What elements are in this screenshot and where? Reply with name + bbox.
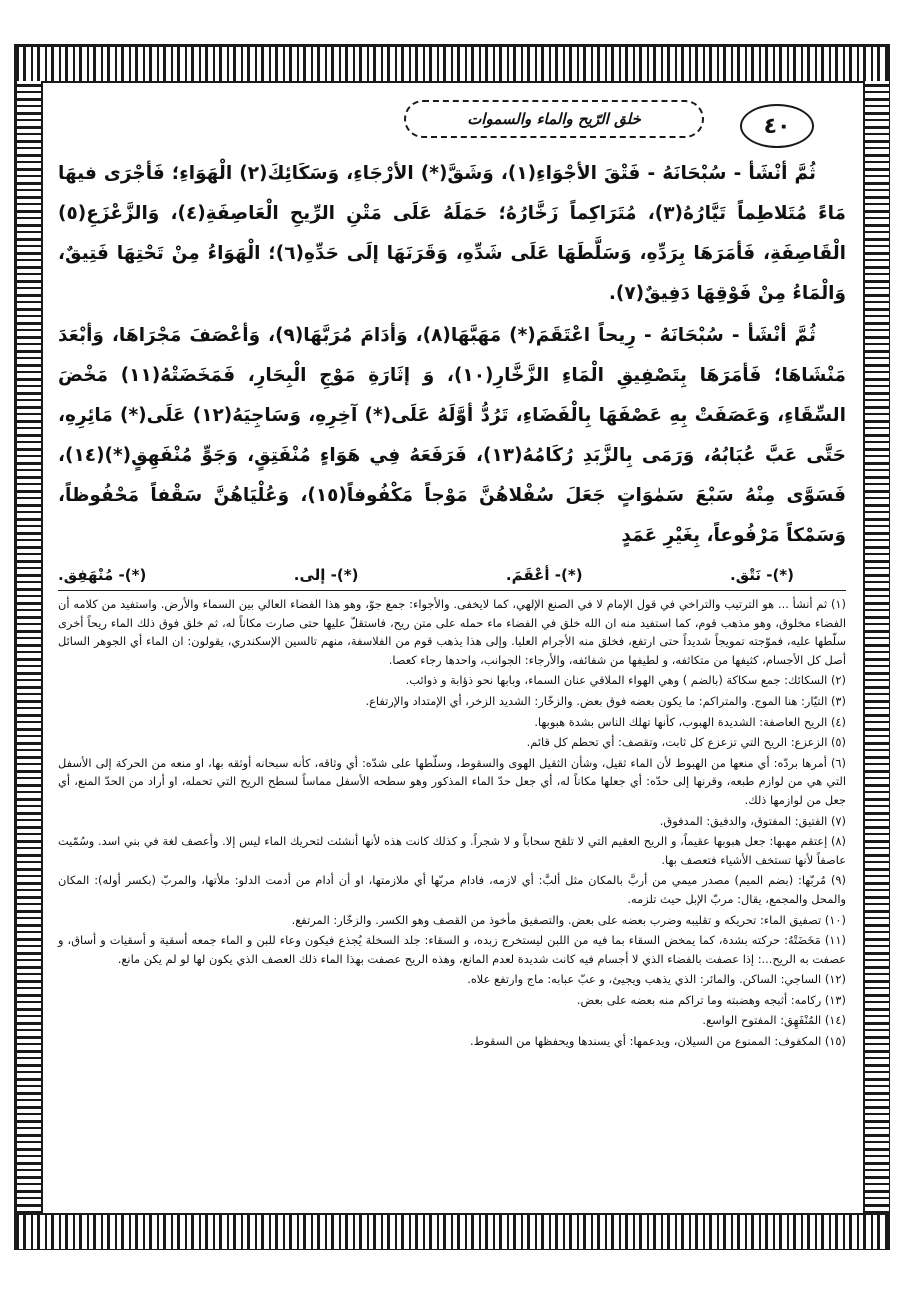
footnote: (١١) مَخَضَتْهُ: حركته بشدة، كما يمخض السقاء بما فيه من اللبن ليستخرج زبده، و السقاء: جلد السخلة يُجذع فيكون وعاء للبن و الماء جمعه أسقية و أسقيات و أساق، و عصفت به الريح...: إذا عصفت بالفضاء الذي لا أجسام فيه كانت شديدة لعدم المانع، وهذه الريح عصفت بهذا الماء ذلك العصف الذي يكون لها لو لم يكن مانع. [58,933,846,966]
footnote: (٥) الزعزع: الريح التي تزعزع كل ثابت، وتقصف: أي تحطم كل قائم. [526,735,846,750]
footnote: (٧) الفتيق: المفتوق، والدفيق: المدفوق. [659,813,846,828]
text-line: فَأمَرَهَا بِرَدِّهِ، وَسَلَّطَهَا عَلَى شَدِّهِ، وَقَرَنَهَا إلَى حَدِّهِ(٦)؛ الْهَوَاءُ مِنْ تَحْتِهَا فَتِيقٌ، وَالْمَاءُ مِنْ فَوْقِهَا [58,243,846,304]
footnote: (٩) مُربّها: (بضم الميم) مصدر ميمي من أربَّ بالمكان مثل ألبَّ: أي لازمه، فادام مربّها أي ملازمتها، او أن أدام من أدمت الدلو: ملأتها، والمربّ (بكسر أوله): المكان والمحل والمجمع، يقال: مربّ الإبل حيث تلزمه. [58,873,846,906]
border-ornament-left [17,81,43,1213]
variant-readings [58,562,794,588]
paragraph-2 [58,316,846,556]
footnote: (٢) السكائك: جمع سكاكة (بالضم ) وهي الهواء الملاقي عنان السماء، وبابها نحو ذؤابة و ذوائب. [405,673,846,688]
main-text [58,154,846,556]
footnotes [58,595,846,1051]
page-header [50,90,854,154]
text-line: عُبَابُهُ، وَرَمَى بِالزَّبَدِ رُكَامُهُ(١٣)، فَرَفَعَهُ فِي هَوَاءٍ مُنْفَتِقٍ، وَجَوٍّ مُنْفَهِقٍ(*)(١٤)، فَسَوَّى مِنْهُ سَبْعَ [58,445,846,506]
footnote: (١٤) المُنْفَهِق: المفتوح الواسع. [702,1013,846,1028]
variant-reading: (*)- أعْقَمَ. [505,566,583,584]
text-line: سَمٰوَاتٍ جَعَلَ سُفْلاهُنَّ مَوْجاً مَكْفُوفاً(١٥)، وَعُلْيَاهُنَّ سَقْفاً مَحْفُوظاً، وَسَمْكاً مَرْفُوعاً، بِغَيْرِ عَمَدٍ [58,485,846,546]
text-line: ثُمَّ أنْشَأ - سُبْحَانَهُ - رِيحاً اعْتَقَمَ(*) مَهَبَّهَا(٨)، وَأدَامَ مُرَبَّهَا(٩)، وَأعْصَفَ مَجْرَاهَا، وَأبْعَدَ [58,325,816,346]
footnote: (١) ثم أنشأ ... هو الترتيب والتراخي في قول الإمام لا في الصنع الإلهي، كما لايخفى. والأجواء: جمع جوّ، وهو هذا الفضاء العالي بين السماء والأرض. واستفيد من كلامه أن الفضاء مخلوق، وهو مذهب قوم، كما استفيد منه ان الله خلق في الفضاء ماء حمله على متن ريح، فاستقلّ عليها حتى صارت مكاناً له، ثم خلق فوق ذلك الماء ريحاً أخرى سلّطها عليه، فموّجته تمويجاً شديداً حتى ارتفع، فخلق منه الأجرام العليا. وإلى هذا يذهب قوم من الفلاسفة، منهم تالسين الإسكندري، يقولون: ان الماء أي الجوهر السائل أصل كل الأجسام، كثيفها من متكاثفه، و لطيفها من شفائفه، والأرجاء: الجوانب، واحدها رجاء كعصا. [58,597,846,667]
footnote: (١٠) تصفيق الماء: تحريكه و تقليبه وضرب بعضه على بعض. والتصفيق مأخوذ من القصف وهو الكسر. والزخّار: المرتفع. [291,912,846,927]
footnote: (٦) أمرها بردّه: أي منعها من الهبوط لأن الماء ثقيل، وشأن الثقيل الهوى والسقوط، وسلّطها على شدّه: أي وثاقه، كأنه سبحانه أوثقه بها، او منعه من الحركة إلى الأسفل التي هي من لوازم طبعه، وقرنها إلى حدّه: أي جعلها مكاناً له، أي جعل حدّ الماء المذكور وهو سطحه الأسفل مماساً لسطح الريح التي تحمله، او أراد من الحدّ المنع، أي جعل من لوازمها ذلك. [58,755,846,807]
paragraph-1 [58,154,846,314]
variant-reading: (*)- نَتْق. [730,566,794,584]
border-ornament-bottom [17,1213,887,1249]
footnote: (٨) إعتقم مهبها: جعل هبوبها عقيماً، و الريح العقيم التي لا تلقح سحاباً و لا شجراً. و كذلك كانت هذه لأنها أنشئت لتحريك الماء ليس إلا. وأعصف لغة في بني اسد. وسُمّيت عاصفاً لأنها تستخف الأشياء فتعصف بها. [58,834,846,867]
page-content [50,90,854,1210]
footnote: (٣) التيّار: هنا الموج. والمتراكم: ما يكون بعضه فوق بعض. والزخّار: الشديد الزخر، أي الإمتداد والإرتفاع. [365,693,846,708]
border-ornament-right [863,81,889,1213]
footnote: (١٥) المكفوف: الممنوع من السيلان، ويدعمها: أي يسندها ويحفظها من السقوط. [469,1034,846,1049]
footnote: (١٣) ركامه: أثبجه وهضبته وما تراكم منه بعضه على بعض. [576,992,846,1007]
text-line: مَاءً مُتَلاطِماً تَيَّارُهُ(٣)، مُتَرَاكِماً زَخَّارُهُ؛ حَمَلَهُ عَلَى مَتْنِ الرِّيحِ الْعَاصِفَةِ(٤)، وَالزَّعْزَعِ(٥) الْقَاصِفَةِ، [58,203,846,264]
running-title: خلق الرّيح والماء والسموات [404,100,704,138]
page-number: ٤٠ [740,104,814,148]
text-line: ثُمَّ أنْشَأ - سُبْحَانَهُ - فَتْقَ الأجْوَاءِ(١)، وَشَقَّ(*) الأرْجَاءِ، وَسَكَائِكَ(٢) الْهَوَاءِ؛ فَأجْرَى فيهَا [58,163,816,184]
text-line: دَفِيقٌ(٧). [608,283,690,304]
text-line: مَنْشَاهَا؛ فَأمَرَهَا بِتَصْفِيقِ الْمَاءِ الزَّخَّارِ(١٠)، وَ إثَارَةِ مَوْجِ الْبِحَارِ، فَمَخَضَتْهُ(١١) مَخْضَ السِّقَاءِ، [58,365,846,426]
footnote: (١٢) الساجي: الساكن. والمائر: الذي يذهب ويجيئ، و عبّ عبابه: ماج وارتفع علاه. [467,972,846,987]
text-line: وَعَصَفَتْ بِهِ عَصْفَهَا بِالْفَضَاءِ، تَرُدُّ أوَّلَهُ عَلَى(*) آخِرِهِ، وَسَاجِيَهُ(١٢) عَلَى(*) مَائِرِهِ، حَتَّى عَبَّ [58,405,847,466]
footnote: (٤) الريح العاصفة: الشديدة الهبوب، كأنها تهلك الناس بشدة هبوبها. [534,714,846,729]
variant-reading: (*)- مُنْهَفِق. [58,566,147,584]
border-ornament-top [17,47,887,83]
footnote-divider [58,590,846,591]
variant-reading: (*)- إلى. [293,566,359,584]
